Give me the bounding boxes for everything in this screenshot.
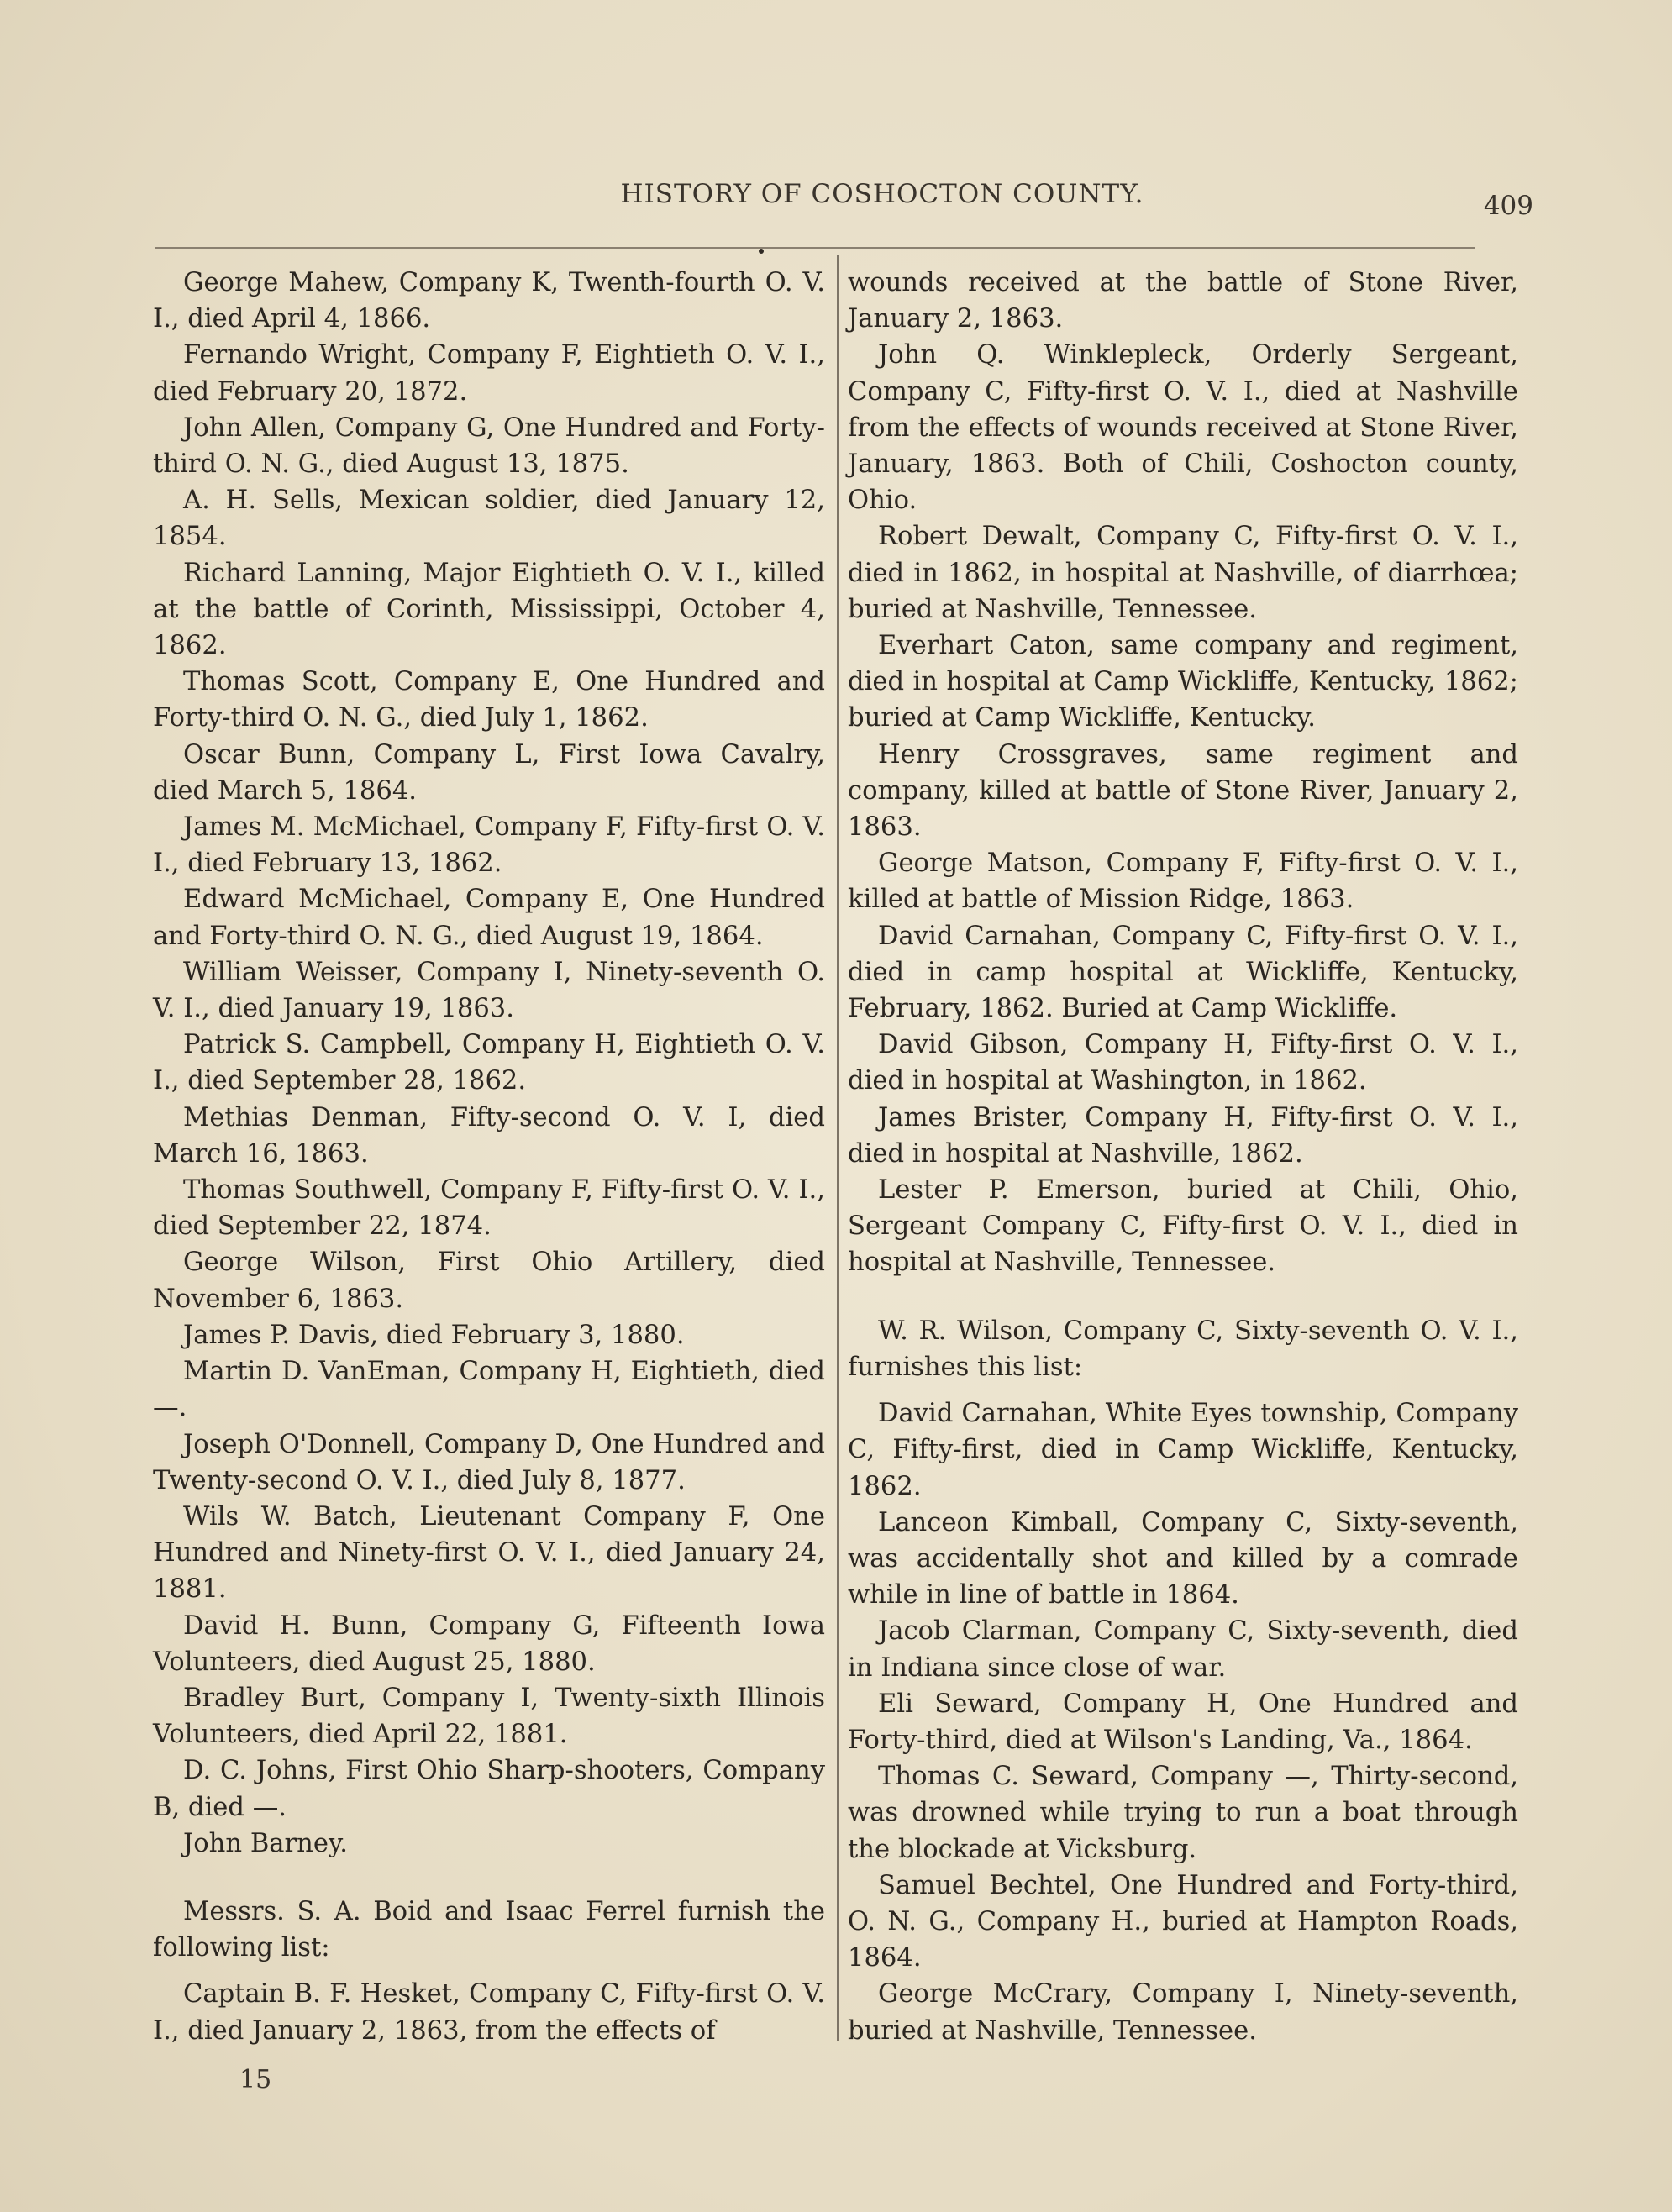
page-number: 409 (1483, 191, 1533, 221)
list-item: Eli Seward, Company H, One Hundred and Forty-third, died at Wilson's Landing, Va., 1864. (848, 1689, 1518, 1755)
section-gap (153, 1862, 825, 1894)
list-item: Thomas Scott, Company E, One Hundred and Forty-third O. N. G., died July 1, 1862. (153, 667, 825, 733)
list-item: James M. McMichael, Company F, Fifty-first O. V. I., died February 13, 1862. (153, 812, 825, 879)
right-column (848, 265, 1518, 2049)
list-item: Joseph O'Donnell, Company D, One Hundred and Twenty-second O. V. I., died July 8, 1877. (153, 1429, 825, 1495)
list-item: Samuel Bechtel, One Hundred and Forty-third, O. N. G., Company H., buried at Hampton Roads, 1864. (848, 1870, 1518, 1973)
section-gap (848, 1281, 1518, 1313)
list-item: Martin D. VanEman, Company H, Eightieth, died —. (153, 1357, 825, 1423)
column-divider (837, 255, 839, 2041)
list-item: Richard Lanning, Major Eightieth O. V. I., killed at the battle of Corinth, Mississippi, October 4, 1862. (153, 558, 825, 661)
list-item: George Mahew, Company K, Twenth-fourth O. V. I., died April 4, 1866. (153, 268, 825, 334)
list-item: Everhart Caton, same company and regiment, died in hospital at Camp Wickliffe, Kentucky, 1862; buried at Camp Wickliffe, Kentucky. (848, 631, 1518, 733)
list-item: George Wilson, First Ohio Artillery, died November 6, 1863. (153, 1248, 825, 1314)
list-item: D. C. Johns, First Ohio Sharp-shooters, Company B, died —. (153, 1756, 825, 1822)
list-intro: Messrs. S. A. Boid and Isaac Ferrel furnish the following list: (153, 1896, 825, 1963)
list-item: Bradley Burt, Company I, Twenty-sixth Illinois Volunteers, died April 22, 1881. (153, 1683, 825, 1750)
list-item: James P. Davis, died February 3, 1880. (183, 1320, 685, 1350)
list-item: George McCrary, Company I, Ninety-seventh, buried at Nashville, Tennessee. (848, 1979, 1518, 2046)
list-item: Methias Denman, Fifty-second O. V. I, died March 16, 1863. (153, 1102, 825, 1169)
list-item: Captain B. F. Hesket, Company C, Fifty-first O. V. I., died January 2, 1863, from the effects of (153, 1979, 825, 2046)
list-item: John Q. Winklepleck, Orderly Sergeant, Company C, Fifty-first O. V. I., died at Nashville from the effects of wounds received at Stone River, January, 1863. Both of Chili, Coshocton county, Ohio. (848, 340, 1518, 516)
list-item: Thomas Southwell, Company F, Fifty-first O. V. I., died September 22, 1874. (153, 1175, 825, 1242)
intro-gap (153, 1966, 825, 1976)
list-item: John Barney. (183, 1828, 348, 1858)
list-intro: W. R. Wilson, Company C, Sixty-seventh O. V. I., furnishes this list: (848, 1316, 1518, 1382)
list-item: William Weisser, Company I, Ninety-seventh O. V. I., died January 19, 1863. (153, 957, 825, 1024)
list-item: Edward McMichael, Company E, One Hundred and Forty-third O. N. G., died August 19, 1864. (153, 885, 825, 951)
list-item: Wils W. Batch, Lieutenant Company F, One Hundred and Ninety-first O. V. I., died January 24, 1881. (153, 1501, 825, 1605)
list-item: James Brister, Company H, Fifty-first O. V. I., died in hospital at Nashville, 1862. (848, 1102, 1518, 1169)
list-item: Robert Dewalt, Company C, Fifty-first O. V. I., died in 1862, in hospital at Nashville, of diarrhœa; buried at Nashville, Tennessee. (848, 522, 1518, 624)
intro-gap (848, 1385, 1518, 1395)
left-column (153, 265, 825, 2049)
list-item: Oscar Bunn, Company L, First Iowa Cavalry, died March 5, 1864. (153, 739, 825, 806)
list-item: Fernando Wright, Company F, Eightieth O. V. I., died February 20, 1872. (153, 340, 825, 407)
list-item: A. H. Sells, Mexican soldier, died January 12, 1854. (153, 486, 825, 552)
list-item: Lester P. Emerson, buried at Chili, Ohio, Sergeant Company C, Fifty-first O. V. I., died in hospital at Nashville, Tennessee. (848, 1175, 1518, 1278)
list-item: David H. Bunn, Company G, Fifteenth Iowa Volunteers, died August 25, 1880. (153, 1610, 825, 1677)
list-item: David Carnahan, Company C, Fifty-first O. V. I., died in camp hospital at Wickliffe, Kentucky, February, 1862. Buried at Camp Wickliffe. (848, 921, 1518, 1024)
signature-mark: 15 (239, 2065, 272, 2094)
list-item: David Gibson, Company H, Fifty-first O. V. I., died in hospital at Washington, in 1862. (848, 1030, 1518, 1096)
list-item: John Allen, Company G, One Hundred and Forty-third O. N. G., died August 13, 1875. (153, 412, 825, 480)
list-item: Henry Crossgraves, same regiment and company, killed at battle of Stone River, January 2, 1863. (848, 739, 1518, 843)
list-item: Lanceon Kimball, Company C, Sixty-seventh, was accidentally shot and killed by a comrade while in line of battle in 1864. (848, 1507, 1518, 1610)
page-header (151, 179, 1546, 221)
continued-text: wounds received at the battle of Stone River, January 2, 1863. (848, 268, 1518, 334)
header-rule (155, 247, 1475, 249)
ink-dot (759, 249, 764, 254)
running-title: HISTORY OF COSHOCTON COUNTY. (620, 179, 1144, 209)
list-item: Thomas C. Seward, Company —, Thirty-second, was drowned while trying to run a boat through the blockade at Vicksburg. (848, 1762, 1518, 1864)
list-item: George Matson, Company F, Fifty-first O. V. I., killed at battle of Mission Ridge, 1863. (848, 849, 1518, 915)
list-item: Patrick S. Campbell, Company H, Eightieth O. V. I., died September 28, 1862. (153, 1030, 825, 1096)
list-item: David Carnahan, White Eyes township, Company C, Fifty-first, died in Camp Wickliffe, Kentucky, 1862. (848, 1399, 1518, 1501)
list-item: Jacob Clarman, Company C, Sixty-seventh, died in Indiana since close of war. (848, 1616, 1518, 1683)
